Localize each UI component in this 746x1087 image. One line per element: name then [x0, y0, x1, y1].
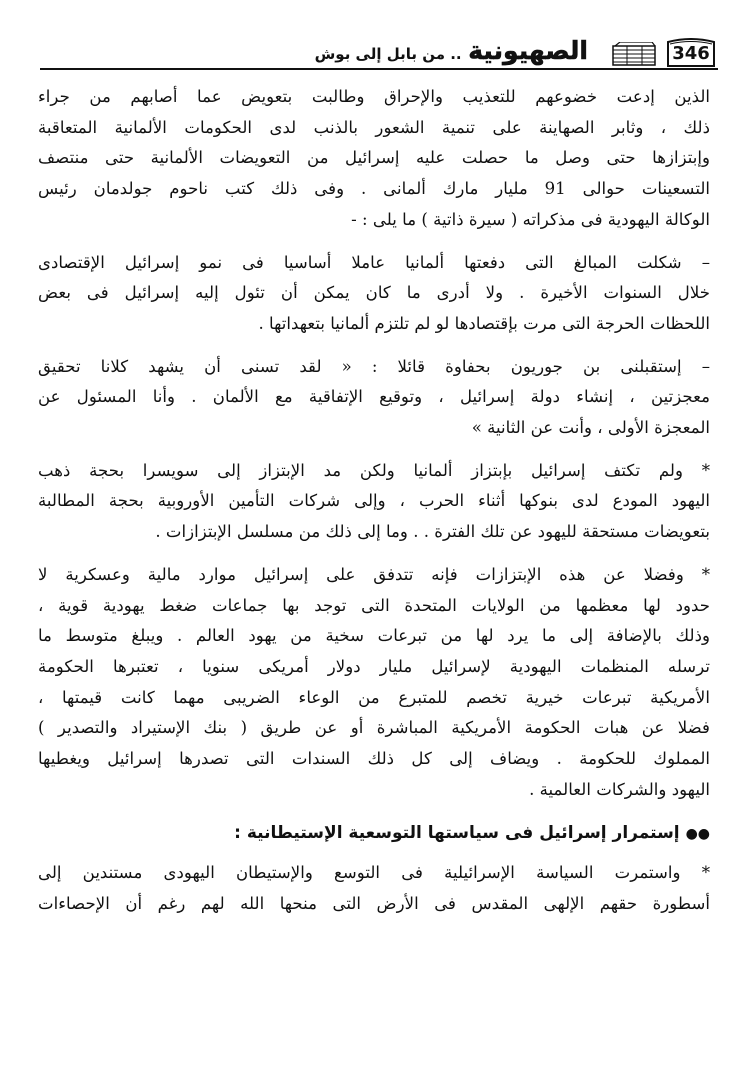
page-header [40, 36, 718, 76]
text-line: اليهود المودع لدى بنوكها أثناء الحرب ، وإلى شركات التأمين الأوروبية بحجة المطالبة [38, 491, 710, 511]
double-bullet-icon: ●● [685, 826, 710, 843]
paragraph-5 [38, 560, 710, 806]
running-title-main: الصهيونية [468, 36, 588, 65]
text-line: – إستقبلنى بن جوريون بحفاوة قائلا : « لقد تسنى أن يشهد كلانا تحقيق [38, 356, 710, 376]
text-line: حدود لها معظمها من الولايات المتحدة التى توجد بها جماعات ضغط يهودية قوية ، [38, 595, 710, 615]
text-line: – شكلت المبالغ التى دفعتها ألمانيا عاملا أساسيا فى نمو إسرائيل الإقتصادى [38, 252, 710, 272]
text-line: الأمريكية تبرعات خيرية تخصم للمتبرع من الوعاء الضريبى مهما كانت قيمتها ، [38, 687, 710, 707]
text-line: * واستمرت السياسة الإسرائيلية فى التوسع والإستيطان اليهودى مستندين إلى [38, 863, 710, 883]
page-number: 346 [672, 42, 710, 64]
text-line: التسعينات حوالى 91 مليار مارك ألمانى . وفى ذلك كتب ناحوم جولدمان رئيس [38, 179, 710, 199]
text-line: الذين إدعت خضوعهم للتعذيب والإحراق وطالبت بتعويض عما أصابهم من جراء [38, 87, 710, 106]
paragraph-4 [38, 456, 710, 548]
page-number-badge [664, 38, 718, 68]
text-line: أسطورة حقهم الإلهى المقدس فى الأرض التى منحها الله لهم رغم أن الإحصاءات [38, 894, 710, 914]
paragraph-3 [38, 352, 710, 444]
section-heading-text: إستمرار إسرائيل فى سياستها التوسعية الإستيطانية : [234, 823, 680, 844]
text-line: * ولم تكتف إسرائيل بإبتزاز ألمانيا ولكن مد الإبتزاز إلى سويسرا بحجة ذهب [38, 460, 710, 480]
running-title-subtitle: .. من بابل إلى بوش [314, 45, 462, 63]
text-line: وذلك بالإضافة إلى ما يرد لها من تبرعات سخية من يهود العالم . ويبلغ متوسط ما [38, 626, 710, 646]
text-line: ترسله المنظمات اليهودية لإسرائيل مليار دولار أمريكى سنويا ، تعتبرها الحكومة [38, 656, 710, 676]
text-line: فضلا عن هبات الحكومة الأمريكية المباشرة أو عن طريق ( بنك الإستيراد والتصدير ) [38, 718, 710, 738]
text-line: وإبتزازها حتى وصل ما حصلت عليه إسرائيل من التعويضات الألمانية حتى منتصف [38, 148, 710, 168]
text-line: اللحظات الحرجة التى مرت بإقتصادها لو لم تلتزم ألمانيا بتعهداتها . [258, 313, 710, 333]
text-line: المعجزة الأولى ، وأنت عن الثانية » [471, 418, 710, 438]
text-line: بتعويضات مستحقة لليهود عن تلك الفترة . . وما إلى ذلك من مسلسل الإبتزازات . [155, 522, 710, 542]
paragraph-1 [38, 82, 710, 236]
books-ornament-icon [612, 42, 656, 66]
text-line: خلال السنوات الأخيرة . ولا أدرى ما كان يمكن أن تئول إليه إسرائيل فى بعض [38, 283, 710, 303]
body-text [38, 82, 710, 920]
text-line: * وفضلا عن هذه الإبتزازات فإنه تتدفق على إسرائيل موارد مالية وعسكرية لا [38, 564, 710, 584]
section-heading [38, 817, 710, 850]
running-title [315, 36, 588, 69]
text-line: ذلك ، وثابر الصهاينة على تنمية الشعور بالذنب لدى الحكومات الألمانية المتعاقبة [38, 117, 710, 137]
text-line: المملوك للحكومة . ويضاف إلى كل ذلك السندات التى تصدرها إسرائيل ويغطيها [38, 749, 710, 769]
paragraph-2 [38, 248, 710, 340]
text-line: الوكالة اليهودية فى مذكراته ( سيرة ذاتية ) ما يلى : - [351, 209, 710, 229]
paragraph-6 [38, 858, 710, 919]
text-line: اليهود والشركات العالمية . [529, 779, 710, 799]
text-line: معجزتين ، إنشاء دولة إسرائيل ، وتوقيع الإتفاقية مع الألمان . وأنا المسئول عن [38, 387, 710, 407]
